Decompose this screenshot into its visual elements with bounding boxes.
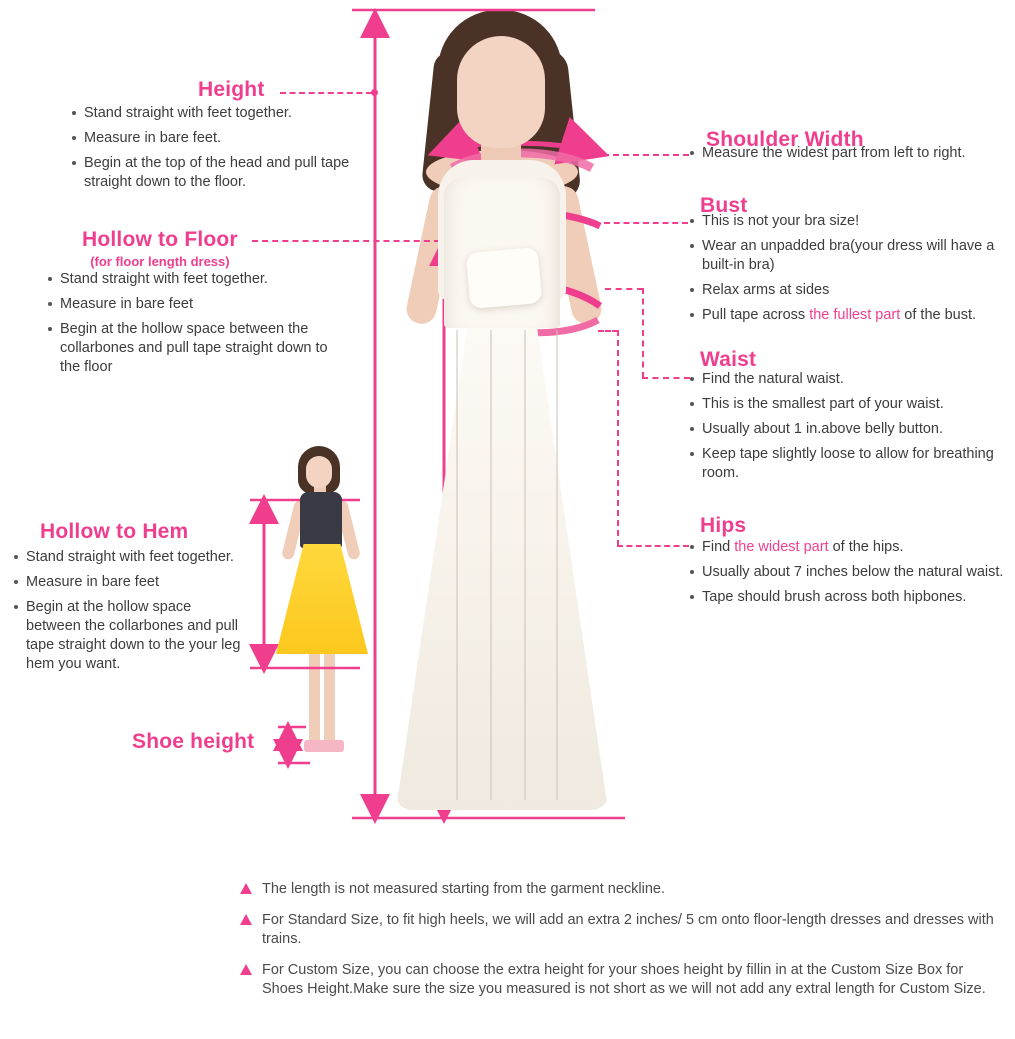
list-item: Stand straight with feet together. <box>70 104 360 123</box>
skirt-fold <box>556 330 558 800</box>
waist-leader-line-h1 <box>605 288 643 290</box>
dress-bow <box>466 247 543 309</box>
warning-triangle-icon <box>240 914 252 925</box>
list-item: This is not your bra size! <box>688 212 1010 231</box>
hollow-floor-leader-line <box>252 240 440 242</box>
bust-pull-tape-highlight: the fullest part <box>809 307 901 323</box>
mini-model-face <box>306 456 332 488</box>
hips-find-post: of the hips. <box>828 539 904 555</box>
short-dress-model-illustration <box>262 440 382 780</box>
height-heading: Height <box>198 78 265 101</box>
footnote-text: The length is not measured starting from the garment neckline. <box>262 881 665 897</box>
list-item: Measure in bare feet. <box>70 129 360 148</box>
list-item: Begin at the hollow space between the collarbones and pull tape straight down to the your leg hem you want. <box>12 598 242 674</box>
hollow-to-floor-heading: Hollow to Floor (for floor length dress) <box>82 228 238 269</box>
list-item: Stand straight with feet together. <box>46 270 336 289</box>
skirt-fold <box>490 330 492 800</box>
list-item: Stand straight with feet together. <box>12 548 242 567</box>
height-list <box>70 104 360 198</box>
list-item: Begin at the top of the head and pull tape straight down to the floor. <box>70 154 360 192</box>
list-item: Measure in bare feet <box>12 573 242 592</box>
hips-leader-line-h2 <box>617 545 689 547</box>
list-item: Measure the widest part from left to right. <box>688 144 1008 163</box>
mini-model-right-shoe <box>322 740 344 752</box>
waist-leader-line-v <box>642 288 644 378</box>
mini-dress-bodice <box>300 492 342 548</box>
hollow-to-floor-list <box>46 270 336 383</box>
mini-model-left-leg <box>309 648 320 748</box>
shoulder-width-list <box>688 144 1008 169</box>
warning-triangle-icon <box>240 883 252 894</box>
dress-skirt <box>396 320 608 810</box>
shoe-height-heading: Shoe height <box>132 730 255 753</box>
list-item: Find the natural waist. <box>688 370 1006 389</box>
list-item: Usually about 1 in.above belly button. <box>688 420 1006 439</box>
hips-heading: Hips <box>700 514 747 537</box>
list-item: Tape should brush across both hipbones. <box>688 588 1008 607</box>
hollow-to-hem-list <box>12 548 242 680</box>
mini-model-right-leg <box>324 648 335 748</box>
height-leader-line <box>280 92 372 94</box>
mini-dress-skirt <box>276 544 368 654</box>
footnote <box>240 880 1000 899</box>
list-item <box>688 306 1010 325</box>
bust-list <box>688 212 1010 331</box>
footnote-text: For Standard Size, to fit high heels, we will add an extra 2 inches/ 5 cm onto floor-length dresses and dresses with trains. <box>262 912 994 947</box>
list-item: Wear an unpadded bra(your dress will have a built-in bra) <box>688 237 1010 275</box>
list-item: Keep tape slightly loose to allow for breathing room. <box>688 445 1006 483</box>
footnote <box>240 961 1000 999</box>
hips-leader-line-h1 <box>598 330 618 332</box>
bride-model-illustration <box>360 0 660 830</box>
bust-pull-tape-post: of the bust. <box>900 307 977 323</box>
skirt-fold <box>456 330 458 800</box>
list-item: Usually about 7 inches below the natural waist. <box>688 563 1008 582</box>
waist-heading: Waist <box>700 348 757 371</box>
list-item <box>688 538 1008 557</box>
waist-leader-line-h2 <box>642 377 690 379</box>
bust-heading: Bust <box>700 194 748 217</box>
hollow-to-hem-heading: Hollow to Hem <box>40 520 189 543</box>
list-item: Relax arms at sides <box>688 281 1010 300</box>
skirt-fold <box>524 330 526 800</box>
hips-list <box>688 538 1008 613</box>
hollow-to-floor-subheading: (for floor length dress) <box>90 254 230 269</box>
bust-leader-line <box>604 222 688 224</box>
list-item: Measure in bare feet <box>46 295 336 314</box>
footnote <box>240 911 1000 949</box>
hips-find-highlight: the widest part <box>734 539 829 555</box>
height-leader-dot <box>371 89 378 96</box>
hips-find-pre: Find <box>702 539 735 555</box>
shoulder-width-heading: Shoulder Width <box>706 128 864 151</box>
footnote-text: For Custom Size, you can choose the extra height for your shoes height by fillin in at the Custom Size Box for Shoes Height.Make sure the size you measured is not short as we will not add any extral length for Custom Size. <box>262 962 986 997</box>
footnotes <box>240 880 1000 1011</box>
shoulder-leader-line <box>603 154 689 156</box>
list-item: Begin at the hollow space between the collarbones and pull tape straight down to the floor <box>46 320 336 377</box>
warning-triangle-icon <box>240 964 252 975</box>
model-face <box>457 36 545 148</box>
list-item: This is the smallest part of your waist. <box>688 395 1006 414</box>
bust-pull-tape-pre: Pull tape across <box>702 307 810 323</box>
waist-list <box>688 370 1006 489</box>
hips-leader-line-v <box>617 330 619 546</box>
